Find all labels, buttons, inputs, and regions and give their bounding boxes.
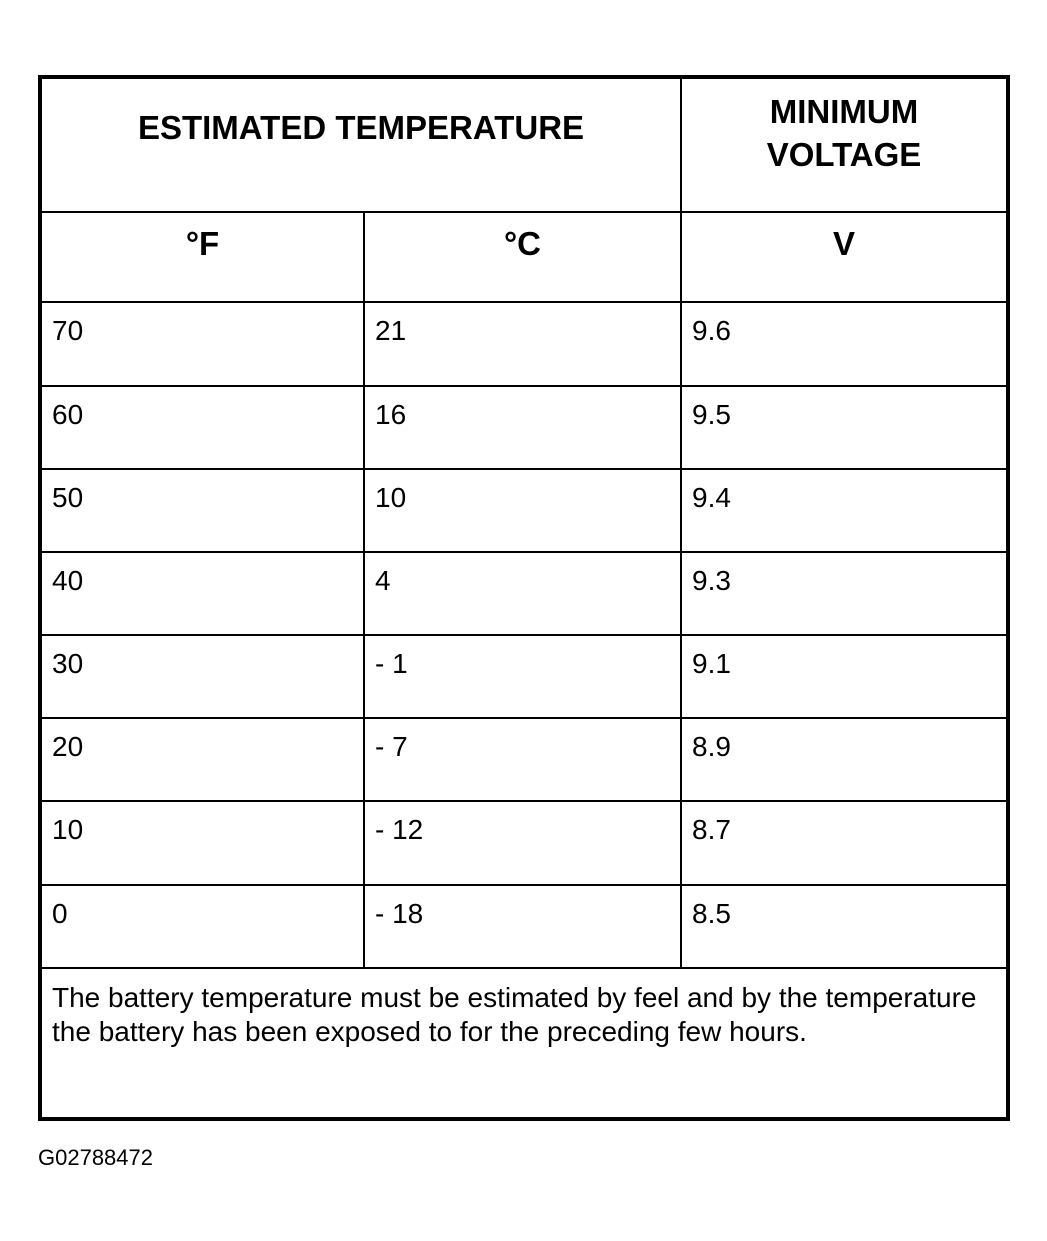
table <box>42 79 1006 1117</box>
unit-fahrenheit-label: °F <box>185 225 220 263</box>
unit-volts-header <box>681 212 1006 302</box>
fahrenheit-cell <box>42 386 364 469</box>
voltage-temperature-table <box>38 75 1010 1121</box>
unit-celsius-label: °C <box>503 225 542 263</box>
fahrenheit-cell <box>42 885 364 968</box>
minimum-voltage-label <box>767 90 922 176</box>
unit-volts-label: V <box>832 225 855 263</box>
celsius-cell <box>364 552 681 635</box>
celsius-cell <box>364 469 681 552</box>
table-row <box>42 469 1006 552</box>
voltage-cell <box>681 635 1006 718</box>
celsius-cell <box>364 801 681 884</box>
figure-id: G02788472 <box>38 1145 153 1170</box>
voltage-value: 9.4 <box>692 481 731 513</box>
table-row <box>42 718 1006 801</box>
celsius-value: 16 <box>375 398 407 430</box>
celsius-value: - 18 <box>375 897 424 929</box>
table-row <box>42 801 1006 884</box>
voltage-cell <box>681 552 1006 635</box>
voltage-cell <box>681 469 1006 552</box>
voltage-cell <box>681 718 1006 801</box>
fahrenheit-cell <box>42 552 364 635</box>
fahrenheit-value: 10 <box>52 814 84 846</box>
table-row <box>42 302 1006 385</box>
fahrenheit-cell <box>42 801 364 884</box>
fahrenheit-cell <box>42 302 364 385</box>
celsius-cell <box>364 302 681 385</box>
celsius-value: - 12 <box>375 814 424 846</box>
voltage-value: 9.1 <box>692 648 731 680</box>
fahrenheit-cell <box>42 718 364 801</box>
unit-celsius-header <box>364 212 681 302</box>
celsius-cell <box>364 718 681 801</box>
note-cell <box>42 968 1006 1117</box>
minimum-voltage-line2: VOLTAGE <box>766 136 922 174</box>
celsius-value: 10 <box>375 481 407 513</box>
fahrenheit-value: 40 <box>52 564 84 596</box>
celsius-value: 21 <box>375 315 407 347</box>
voltage-value: 9.5 <box>692 398 731 430</box>
celsius-cell <box>364 386 681 469</box>
celsius-value: - 1 <box>375 648 408 680</box>
fahrenheit-cell <box>42 469 364 552</box>
fahrenheit-value: 60 <box>52 398 84 430</box>
table-row <box>42 885 1006 968</box>
fahrenheit-value: 70 <box>52 315 84 347</box>
fahrenheit-value: 50 <box>52 481 84 513</box>
voltage-value: 9.6 <box>692 315 731 347</box>
voltage-cell <box>681 801 1006 884</box>
unit-row <box>42 212 1006 302</box>
battery-temperature-note: The battery temperature must be estimated by feel and by the temperature the battery has been exposed to for the preceding few hours. <box>52 981 977 1047</box>
fahrenheit-value: 0 <box>52 897 68 929</box>
unit-fahrenheit-header <box>42 212 364 302</box>
table-row <box>42 386 1006 469</box>
minimum-voltage-header <box>681 79 1006 212</box>
minimum-voltage-line1: MINIMUM <box>769 93 919 131</box>
estimated-temperature-label: ESTIMATED TEMPERATURE <box>137 108 585 146</box>
voltage-value: 9.3 <box>692 564 731 596</box>
header-row <box>42 79 1006 212</box>
celsius-cell <box>364 635 681 718</box>
voltage-value: 8.7 <box>692 814 731 846</box>
fahrenheit-value: 30 <box>52 648 84 680</box>
fahrenheit-cell <box>42 635 364 718</box>
voltage-cell <box>681 885 1006 968</box>
celsius-value: - 7 <box>375 731 408 763</box>
voltage-cell <box>681 302 1006 385</box>
estimated-temperature-header <box>42 79 681 212</box>
note-row <box>42 968 1006 1117</box>
celsius-cell <box>364 885 681 968</box>
table-row <box>42 552 1006 635</box>
voltage-cell <box>681 386 1006 469</box>
fahrenheit-value: 20 <box>52 731 84 763</box>
table-row <box>42 635 1006 718</box>
voltage-value: 8.5 <box>692 897 731 929</box>
voltage-value: 8.9 <box>692 731 731 763</box>
celsius-value: 4 <box>375 564 391 596</box>
